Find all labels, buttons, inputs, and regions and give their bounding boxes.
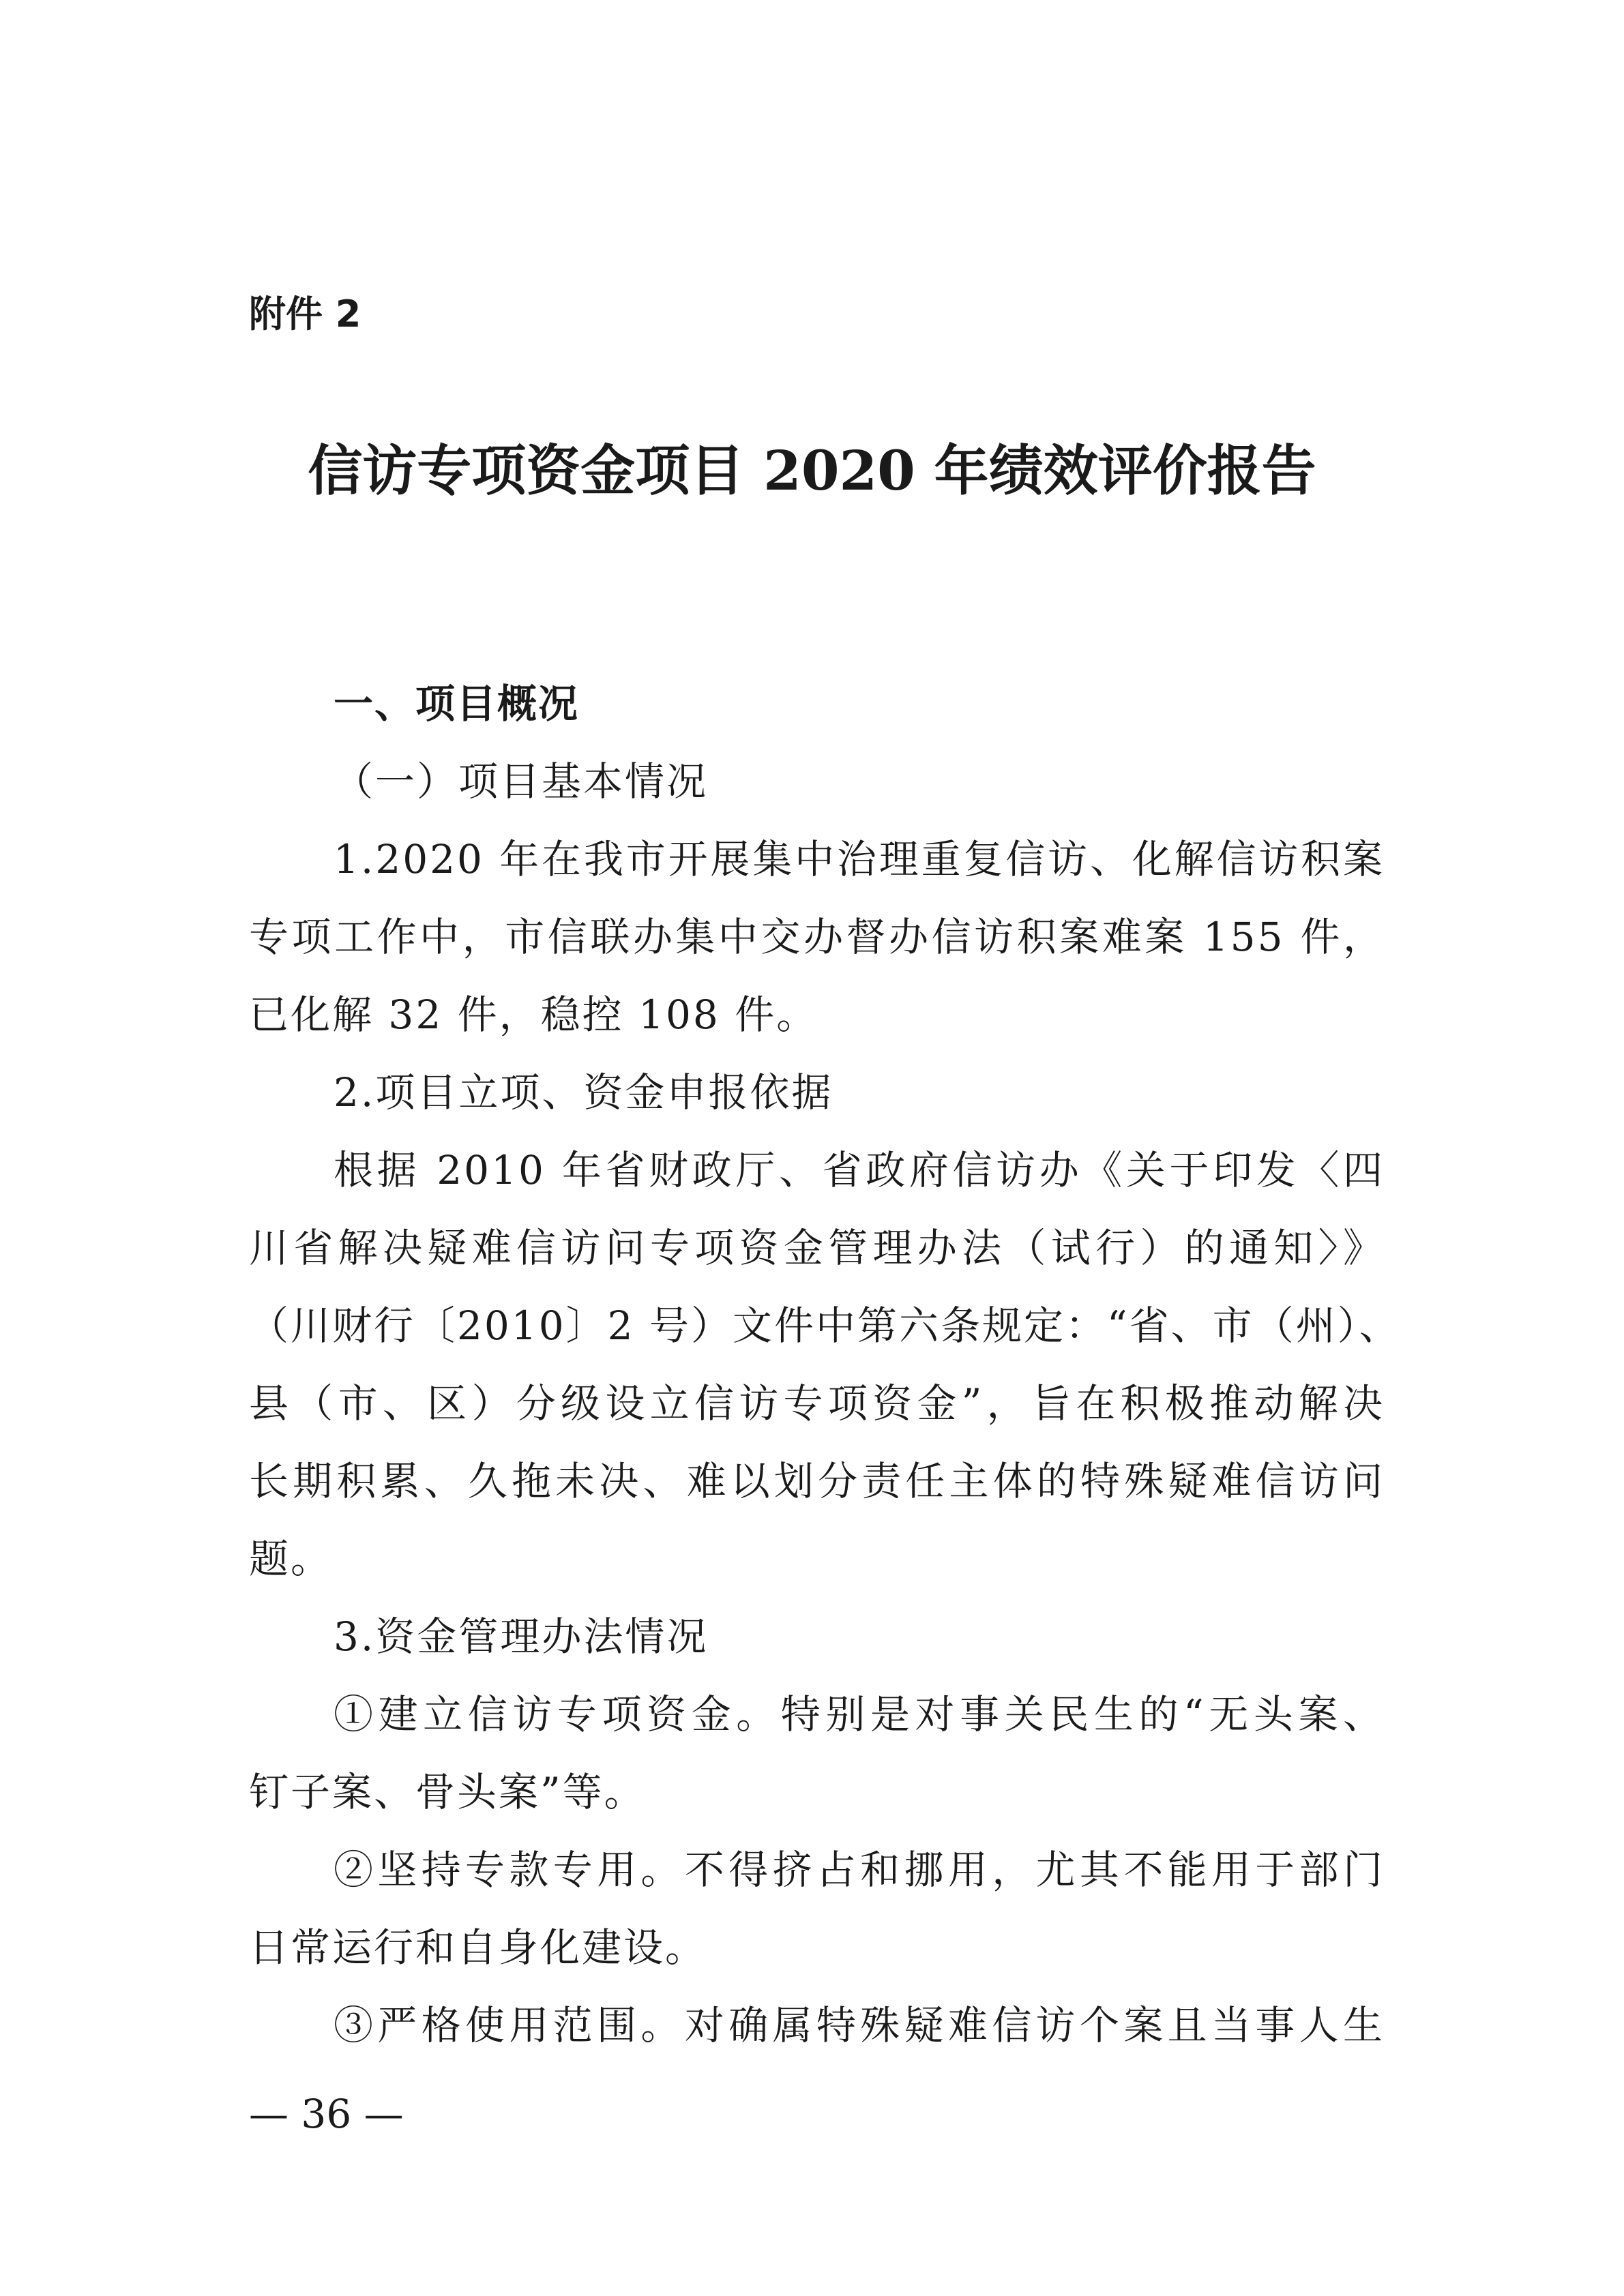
paragraph-heading: 3.资金管理办法情况 xyxy=(334,1613,709,1660)
page-number: — 36 — xyxy=(249,2091,404,2137)
paragraph-line: 1.2020 年在我市开展集中治理重复信访、化解信访积案 xyxy=(334,836,1385,882)
paragraph-line: 县（市、区）分级设立信访专项资金”，旨在积极推动解决 xyxy=(249,1380,1385,1427)
paragraph-line: 川省解决疑难信访问专项资金管理办法（试行）的通知〉》 xyxy=(249,1225,1385,1271)
paragraph-line: 长期积累、久拖未决、难以划分责任主体的特殊疑难信访问 xyxy=(249,1458,1385,1504)
list-item-line: ①建立信访专项资金。特别是对事关民生的“无头案、 xyxy=(334,1691,1385,1738)
list-item-line: ②坚持专款专用。不得挤占和挪用，尤其不能用于部门 xyxy=(334,1847,1385,1893)
paragraph-line: 根据 2010 年省财政厅、省政府信访办《关于印发〈四 xyxy=(334,1147,1385,1193)
document-title: 信访专项资金项目 2020 年绩效评价报告 xyxy=(308,438,1316,503)
section-heading: 一、项目概况 xyxy=(334,681,580,727)
paragraph-heading: 2.项目立项、资金申报依据 xyxy=(334,1069,833,1116)
document-body xyxy=(249,665,1401,2064)
paragraph-line: 题。 xyxy=(249,1536,333,1582)
subsection-heading: （一）项目基本情况 xyxy=(334,758,709,805)
attachment-label: 附件 2 xyxy=(249,293,361,336)
list-item-line: 钉子案、骨头案”等。 xyxy=(249,1769,646,1815)
paragraph-line: （川财行〔2010〕2 号）文件中第六条规定：“省、市（州）、 xyxy=(249,1302,1401,1349)
paragraph-line: 已化解 32 件，稳控 108 件。 xyxy=(249,992,818,1038)
list-item-line: 日常运行和自身化建设。 xyxy=(249,1924,707,1971)
list-item-line: ③严格使用范围。对确属特殊疑难信访个案且当事人生 xyxy=(334,2002,1385,2048)
paragraph-line: 专项工作中，市信联办集中交办督办信访积案难案 155 件， xyxy=(249,914,1385,960)
